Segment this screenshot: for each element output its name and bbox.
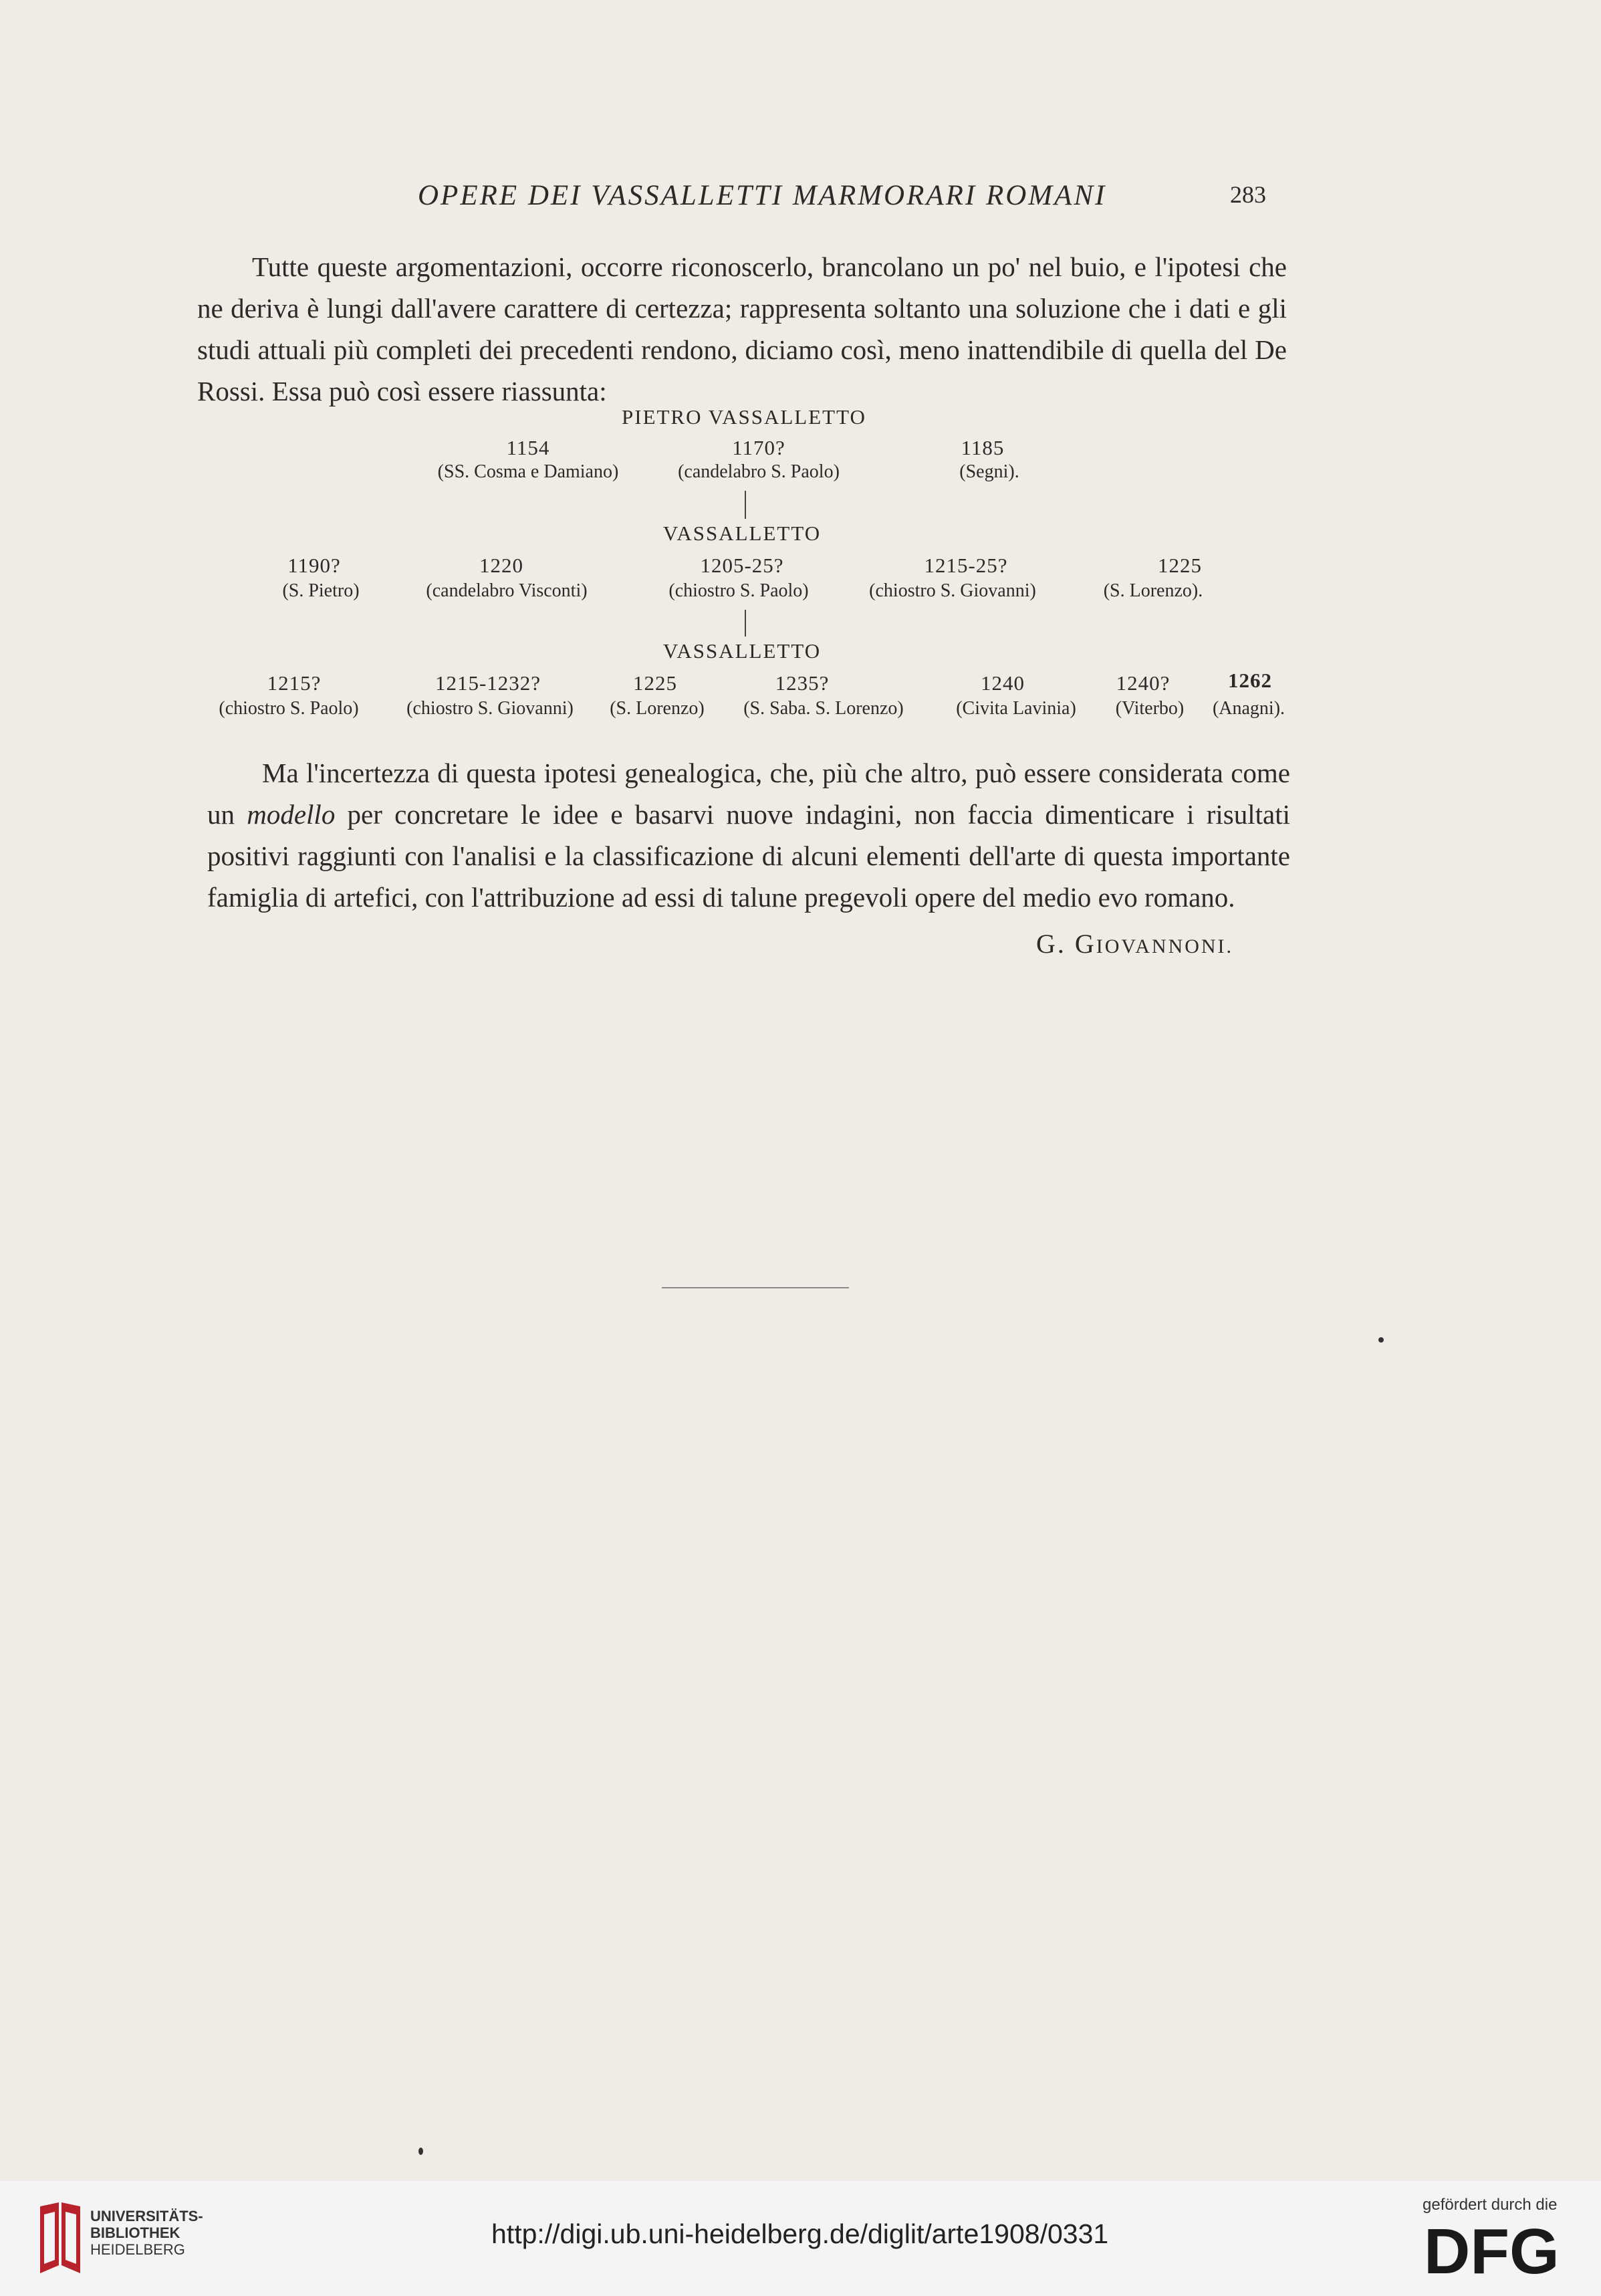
gen1-name: PIETRO VASSALLETTO xyxy=(622,405,866,429)
paragraph-conclusion-text: Ma l'incertezza di questa ipotesi genealogica, che, più che altro, può essere considerata come un xyxy=(207,758,1290,830)
gen2-year: 1225 xyxy=(1158,554,1202,577)
footer-bar xyxy=(0,2181,1601,2296)
funding-label: gefördert durch die xyxy=(1423,2196,1558,2214)
university-library-name xyxy=(90,2208,203,2258)
gen3-place: (chiostro S. Paolo) xyxy=(219,698,359,719)
gen3-year: 1240 xyxy=(981,671,1025,695)
signature-initial: G. G xyxy=(1036,929,1096,959)
library-line: BIBLIOTHEK xyxy=(90,2224,180,2241)
gen2-year: 1190? xyxy=(287,554,341,577)
ink-speck xyxy=(1378,1337,1384,1343)
paragraph-intro: Tutte queste argomentazioni, occorre riconoscerlo, brancolano un po' nel buio, e l'ipotesi che ne deriva è lungi dall'avere carattere di certezza; rappresenta soltanto una soluzione che i dati e gli studi attuali più completi dei precedenti rendono, diciamo così, meno inattendibile di quella del De Rossi. Essa può così essere riassunta: xyxy=(197,251,1287,407)
gen3-year: 1215-1232? xyxy=(435,671,541,695)
gen3-year: 1240? xyxy=(1116,671,1171,695)
gen1-year: 1185 xyxy=(961,436,1005,459)
gen1-year: 1170? xyxy=(732,436,785,459)
gen1-place: (candelabro S. Paolo) xyxy=(678,461,840,482)
dfg-logo-text: DFG xyxy=(1424,2221,1560,2279)
library-line: UNIVERSITÄTS- xyxy=(90,2208,203,2224)
gen3-place: (Civita Lavinia) xyxy=(956,698,1076,719)
gen1-place: (Segni). xyxy=(959,461,1019,482)
ink-speck xyxy=(418,2148,423,2155)
gen2-place: (S. Lorenzo). xyxy=(1103,580,1203,601)
tree-connector xyxy=(745,610,746,637)
gen3-year: 1225 xyxy=(633,671,677,695)
gen1-year: 1154 xyxy=(506,436,550,459)
gen3-place: (chiostro S. Giovanni) xyxy=(406,698,574,719)
signature-surname: IOVANNONI. xyxy=(1096,935,1234,957)
gen2-year: 1205-25? xyxy=(700,554,784,577)
gen2-place: (chiostro S. Paolo) xyxy=(668,580,809,601)
gen3-place: (S. Saba. S. Lorenzo) xyxy=(743,698,904,719)
gen3-year: 1235? xyxy=(775,671,830,695)
dfg-logo-icon xyxy=(1424,2221,1584,2279)
gen2-year: 1220 xyxy=(479,554,523,577)
gen2-place: (chiostro S. Giovanni) xyxy=(869,580,1036,601)
library-line: HEIDELBERG xyxy=(90,2241,185,2258)
gen2-place: (S. Pietro) xyxy=(282,580,360,601)
gen3-place: (Anagni). xyxy=(1212,698,1285,719)
emphasis-modello: modello xyxy=(247,799,336,830)
gen2-place: (candelabro Visconti) xyxy=(426,580,588,601)
university-library-logo-icon xyxy=(39,2201,82,2276)
gen2-year: 1215-25? xyxy=(924,554,1008,577)
paragraph-conclusion-text: per concretare le idee e basarvi nuove indagini, non faccia dimenticare i risultati positivi raggiunti con l'analisi e la classificazione di alcuni elementi dell'arte di questa importante famiglia di artefici, con l'attribuzione ad essi di talune pregevoli opere del medio evo romano. xyxy=(207,799,1291,913)
paragraph-conclusion xyxy=(207,752,1290,918)
section-end-rule xyxy=(662,1287,849,1288)
page-number: 283 xyxy=(1230,181,1266,208)
author-signature xyxy=(1036,928,1233,959)
gen1-place: (SS. Cosma e Damiano) xyxy=(437,461,619,482)
gen3-name: VASSALLETTO xyxy=(662,639,822,663)
gen3-year: 1215? xyxy=(267,671,322,695)
running-header: OPERE DEI VASSALLETTI MARMORARI ROMANI xyxy=(418,180,1107,211)
tree-connector xyxy=(745,491,746,519)
gen3-place: (S. Lorenzo) xyxy=(610,698,705,719)
gen2-name: VASSALLETTO xyxy=(662,522,822,545)
source-url-link[interactable]: http://digi.ub.uni-heidelberg.de/diglit/arte1908/0331 xyxy=(491,2218,1109,2249)
gen3-year: 1262 xyxy=(1228,669,1272,692)
gen3-place: (Viterbo) xyxy=(1115,698,1185,719)
